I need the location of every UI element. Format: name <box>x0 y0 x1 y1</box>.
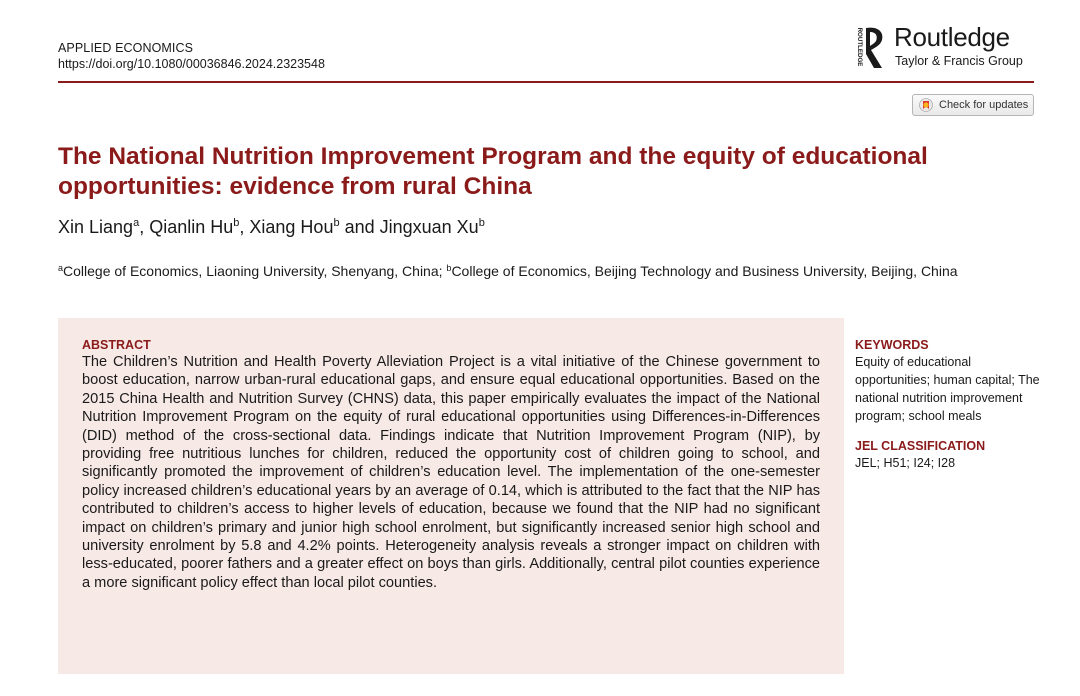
abstract-heading: ABSTRACT <box>82 338 151 352</box>
abstract-section <box>58 318 844 674</box>
journal-name: APPLIED ECONOMICS <box>58 41 194 55</box>
routledge-logo-icon <box>852 24 892 70</box>
keywords-text: Equity of educational opportunities; human capital; The national nutrition improvement program; school meals <box>855 355 1040 423</box>
author-affil-marker: b <box>478 217 485 229</box>
author-separator: , <box>139 217 150 237</box>
publisher-name: Routledge <box>894 22 1010 52</box>
affil-marker-b: b <box>446 263 452 273</box>
author-affil-marker: b <box>333 217 340 229</box>
publisher-subtitle: Taylor & Francis Group <box>895 54 1023 68</box>
affiliation-a: College of Economics, Liaoning University, Shenyang, China; <box>63 263 447 279</box>
check-for-updates-button[interactable] <box>912 94 1034 116</box>
article-title: The National Nutrition Improvement Program and the equity of educational opportunities: evidence from rural China <box>58 143 928 200</box>
keywords-sidebar <box>855 338 1040 472</box>
jel-heading: JEL CLASSIFICATION <box>855 439 986 453</box>
jel-text: JEL; H51; I24; I28 <box>855 456 956 470</box>
author-name[interactable]: Jingxuan Xu <box>379 217 479 237</box>
abstract-text: The Children’s Nutrition and Health Poverty Alleviation Project is a vital initiative of the Chinese government to boost education, narrow urban-rural educational gaps, and ensure equal educational opportunities. Based on the 2015 China Health and Nutrition Survey (CHNS) data, this paper empirically evaluates the impact of the National Nutrition Improvement Program on the equity of rural educational opportunities using Differences-in-Differences (DID) method of the cross-sectional data. Findings indicate that Nutrition Improvement Program (NIP), by providing free nutritious lunches for children, reduced the opportunity cost of children going to school, and significantly promoted the improvement of children’s education level. The implementation of the one-semester policy increased children’s educational years by an average of 0.14, which is attributed to the fact that the NIP has contributed to children’s access to higher levels of education, because we found that the NIP had no significant impact on children’s primary and junior high school enrolment, but significantly increased senior high school and university enrolment by 5.8 and 4.2% points. Heterogeneity analysis reveals a stronger impact on children with less-educated, poorer fathers and a greater effect on boys than girls. Additionally, central pilot counties experience a more significant policy effect than local pilot counties. <box>82 354 820 591</box>
author-affil-marker: a <box>133 217 140 229</box>
author-separator: , <box>239 217 250 237</box>
keywords-heading: KEYWORDS <box>855 338 929 352</box>
journal-info <box>58 40 325 72</box>
affiliations <box>58 258 1033 281</box>
check-for-updates-label: Check for updates <box>939 99 1029 111</box>
author-name[interactable]: Xiang Hou <box>249 217 334 237</box>
author-name[interactable]: Qianlin Hu <box>149 217 234 237</box>
author-name[interactable]: Xin Liang <box>58 217 134 237</box>
affil-marker-a: a <box>58 263 64 273</box>
svg-text:ROUTLEDGE: ROUTLEDGE <box>856 27 863 67</box>
affiliation-b: College of Economics, Beijing Technology and Business University, Beijing, China <box>451 263 958 279</box>
crossmark-icon <box>919 98 933 112</box>
author-affil-marker: b <box>233 217 240 229</box>
doi-link[interactable]: https://doi.org/10.1080/00036846.2024.2323548 <box>58 57 325 71</box>
header-divider <box>58 81 1034 83</box>
author-separator: and <box>339 217 380 237</box>
publisher-logo[interactable] <box>844 22 1034 72</box>
author-list <box>58 217 485 238</box>
